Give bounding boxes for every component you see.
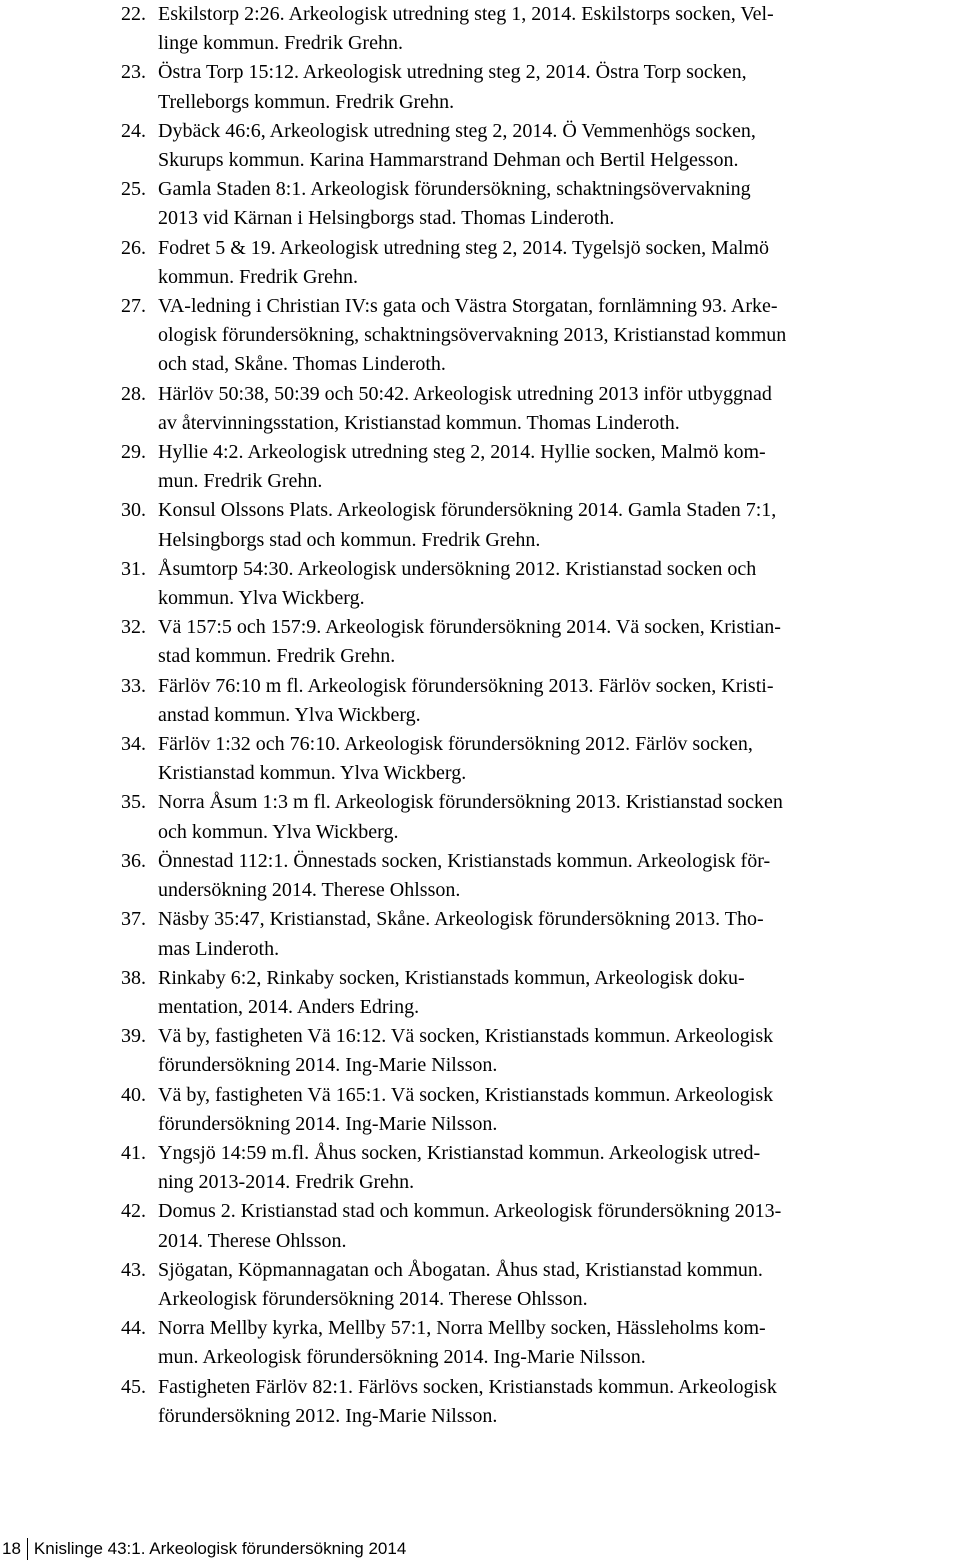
item-number: 31. bbox=[121, 557, 146, 580]
item-number: 42. bbox=[121, 1200, 146, 1223]
item-text bbox=[158, 234, 960, 292]
item-text-line: Kristianstad kommun. Ylva Wickberg. bbox=[158, 762, 467, 785]
item-number: 41. bbox=[121, 1141, 146, 1164]
list-item bbox=[121, 672, 960, 730]
item-text-line: Sjögatan, Köpmannagatan och Åbogatan. Åhus stad, Kristianstad kommun. bbox=[158, 1258, 763, 1281]
list-item bbox=[121, 613, 960, 671]
item-text-line: Hyllie 4:2. Arkeologisk utredning steg 2, 2014. Hyllie socken, Malmö kom- bbox=[158, 441, 766, 464]
item-text-line: 2014. Therese Ohlsson. bbox=[158, 1229, 347, 1252]
item-text bbox=[158, 117, 960, 175]
item-text bbox=[158, 730, 960, 788]
list-item bbox=[121, 0, 960, 58]
item-number: 26. bbox=[121, 236, 146, 259]
item-text bbox=[158, 380, 960, 438]
footer-title: Knislinge 43:1. Arkeologisk förundersökning 2014 bbox=[33, 1539, 407, 1558]
item-text-line: Skurups kommun. Karina Hammarstrand Dehman och Bertil Helgesson. bbox=[158, 149, 739, 172]
item-number: 40. bbox=[121, 1083, 146, 1106]
list-item bbox=[121, 292, 960, 380]
item-text-line: Arkeologisk förundersökning 2014. Therese Ohlsson. bbox=[158, 1287, 588, 1310]
list-item bbox=[121, 1314, 960, 1372]
item-text bbox=[158, 788, 960, 846]
list-item bbox=[121, 58, 960, 116]
item-number: 36. bbox=[121, 849, 146, 872]
item-text bbox=[158, 1022, 960, 1080]
item-number: 37. bbox=[121, 908, 146, 931]
item-text-line: Rinkaby 6:2, Rinkaby socken, Kristianstads kommun, Arkeologisk doku- bbox=[158, 966, 745, 989]
item-text-line: 2013 vid Kärnan i Helsingborgs stad. Thomas Linderoth. bbox=[158, 207, 615, 230]
item-text-line: kommun. Ylva Wickberg. bbox=[158, 587, 365, 610]
item-text bbox=[158, 1139, 960, 1197]
list-item bbox=[121, 496, 960, 554]
item-text-line: anstad kommun. Ylva Wickberg. bbox=[158, 703, 421, 726]
item-text-line: Domus 2. Kristianstad stad och kommun. Arkeologisk förundersökning 2013- bbox=[158, 1200, 782, 1223]
item-text-line: Konsul Olssons Plats. Arkeologisk förundersökning 2014. Gamla Staden 7:1, bbox=[158, 499, 777, 522]
item-text-line: och kommun. Ylva Wickberg. bbox=[158, 820, 399, 843]
list-item bbox=[121, 730, 960, 788]
item-number: 38. bbox=[121, 966, 146, 989]
item-text bbox=[158, 438, 960, 496]
item-text bbox=[158, 58, 960, 116]
item-text-line: förundersökning 2014. Ing-Marie Nilsson. bbox=[158, 1112, 498, 1135]
item-number: 27. bbox=[121, 295, 146, 318]
report-list bbox=[121, 0, 960, 1431]
list-item bbox=[121, 117, 960, 175]
list-item bbox=[121, 1256, 960, 1314]
item-text bbox=[158, 905, 960, 963]
item-number: 29. bbox=[121, 441, 146, 464]
item-text-line: och stad, Skåne. Thomas Linderoth. bbox=[158, 353, 446, 376]
item-text-line: Fodret 5 & 19. Arkeologisk utredning steg 2, 2014. Tygelsjö socken, Malmö bbox=[158, 236, 769, 259]
item-text-line: Vä 157:5 och 157:9. Arkeologisk förundersökning 2014. Vä socken, Kristian- bbox=[158, 616, 781, 639]
item-text-line: Färlöv 76:10 m fl. Arkeologisk förundersökning 2013. Färlöv socken, Kristi- bbox=[158, 674, 774, 697]
item-text-line: mun. Fredrik Grehn. bbox=[158, 470, 323, 493]
list-item bbox=[121, 905, 960, 963]
item-text bbox=[158, 175, 960, 233]
list-item bbox=[121, 1139, 960, 1197]
item-text-line: Östra Torp 15:12. Arkeologisk utredning steg 2, 2014. Östra Torp socken, bbox=[158, 61, 747, 84]
item-text-line: Härlöv 50:38, 50:39 och 50:42. Arkeologisk utredning 2013 inför utbyggnad bbox=[158, 382, 772, 405]
item-text bbox=[158, 1256, 960, 1314]
item-text-line: stad kommun. Fredrik Grehn. bbox=[158, 645, 396, 668]
item-text bbox=[158, 1081, 960, 1139]
list-item bbox=[121, 438, 960, 496]
item-text bbox=[158, 672, 960, 730]
item-text bbox=[158, 847, 960, 905]
item-text-line: kommun. Fredrik Grehn. bbox=[158, 265, 358, 288]
list-item bbox=[121, 1022, 960, 1080]
item-text-line: förundersökning 2012. Ing-Marie Nilsson. bbox=[158, 1404, 498, 1427]
item-text-line: Näsby 35:47, Kristianstad, Skåne. Arkeologisk förundersökning 2013. Tho- bbox=[158, 908, 764, 931]
list-item bbox=[121, 234, 960, 292]
list-item bbox=[121, 1081, 960, 1139]
item-number: 32. bbox=[121, 616, 146, 639]
list-item bbox=[121, 964, 960, 1022]
list-item bbox=[121, 380, 960, 438]
item-text-line: VA-ledning i Christian IV:s gata och Västra Storgatan, fornlämning 93. Arke- bbox=[158, 295, 778, 318]
item-text-line: Helsingborgs stad och kommun. Fredrik Grehn. bbox=[158, 528, 541, 551]
list-item bbox=[121, 1373, 960, 1431]
item-number: 43. bbox=[121, 1258, 146, 1281]
item-text bbox=[158, 1197, 960, 1255]
item-number: 35. bbox=[121, 791, 146, 814]
item-text-line: Åsumtorp 54:30. Arkeologisk undersökning 2012. Kristianstad socken och bbox=[158, 557, 757, 580]
item-number: 34. bbox=[121, 733, 146, 756]
item-text-line: mas Linderoth. bbox=[158, 937, 280, 960]
item-text bbox=[158, 0, 960, 58]
item-text bbox=[158, 1314, 960, 1372]
item-number: 45. bbox=[121, 1375, 146, 1398]
item-text-line: Fastigheten Färlöv 82:1. Färlövs socken, Kristianstads kommun. Arkeologisk bbox=[158, 1375, 777, 1398]
page-footer bbox=[0, 1537, 406, 1561]
item-number: 23. bbox=[121, 61, 146, 84]
page-number: 18 bbox=[2, 1539, 21, 1558]
item-text-line: mentation, 2014. Anders Edring. bbox=[158, 995, 420, 1018]
item-text-line: undersökning 2014. Therese Ohlsson. bbox=[158, 879, 461, 902]
item-text-line: Önnestad 112:1. Önnestads socken, Kristianstads kommun. Arkeologisk för- bbox=[158, 849, 771, 872]
item-number: 30. bbox=[121, 499, 146, 522]
item-text bbox=[158, 613, 960, 671]
item-number: 22. bbox=[121, 3, 146, 25]
item-text-line: Gamla Staden 8:1. Arkeologisk förundersökning, schaktningsövervakning bbox=[158, 178, 751, 201]
item-text-line: mun. Arkeologisk förundersökning 2014. Ing-Marie Nilsson. bbox=[158, 1346, 646, 1369]
item-text bbox=[158, 496, 960, 554]
item-text-line: Vä by, fastigheten Vä 165:1. Vä socken, Kristianstads kommun. Arkeologisk bbox=[158, 1083, 774, 1106]
item-number: 28. bbox=[121, 382, 146, 405]
item-text-line: förundersökning 2014. Ing-Marie Nilsson. bbox=[158, 1054, 498, 1077]
item-text bbox=[158, 964, 960, 1022]
item-text-line: Eskilstorp 2:26. Arkeologisk utredning steg 1, 2014. Eskilstorps socken, Vel- bbox=[158, 3, 774, 25]
item-text bbox=[158, 292, 960, 380]
item-text-line: Färlöv 1:32 och 76:10. Arkeologisk förundersökning 2012. Färlöv socken, bbox=[158, 733, 753, 756]
list-item bbox=[121, 788, 960, 846]
item-text-line: Vä by, fastigheten Vä 16:12. Vä socken, Kristianstads kommun. Arkeologisk bbox=[158, 1025, 774, 1048]
list-item bbox=[121, 1197, 960, 1255]
item-text-line: av återvinningsstation, Kristianstad kommun. Thomas Linderoth. bbox=[158, 411, 680, 434]
item-text-line: Norra Mellby kyrka, Mellby 57:1, Norra Mellby socken, Hässleholms kom- bbox=[158, 1317, 766, 1340]
item-number: 24. bbox=[121, 119, 146, 142]
item-text-line: ning 2013-2014. Fredrik Grehn. bbox=[158, 1171, 415, 1194]
item-text bbox=[158, 555, 960, 613]
item-text bbox=[158, 1373, 960, 1431]
item-text-line: Yngsjö 14:59 m.fl. Åhus socken, Kristianstad kommun. Arkeologisk utred- bbox=[158, 1141, 761, 1164]
item-text-line: linge kommun. Fredrik Grehn. bbox=[158, 32, 403, 55]
item-text-line: Trelleborgs kommun. Fredrik Grehn. bbox=[158, 90, 455, 113]
list-item bbox=[121, 847, 960, 905]
item-text-line: ologisk förundersökning, schaktningsövervakning 2013, Kristianstad kommun bbox=[158, 324, 787, 347]
item-number: 25. bbox=[121, 178, 146, 201]
list-item bbox=[121, 555, 960, 613]
item-number: 39. bbox=[121, 1025, 146, 1048]
item-number: 44. bbox=[121, 1317, 146, 1340]
item-number: 33. bbox=[121, 674, 146, 697]
list-item bbox=[121, 175, 960, 233]
item-text-line: Dybäck 46:6, Arkeologisk utredning steg 2, 2014. Ö Vemmenhögs socken, bbox=[158, 119, 756, 142]
item-text-line: Norra Åsum 1:3 m fl. Arkeologisk förundersökning 2013. Kristianstad socken bbox=[158, 791, 783, 814]
